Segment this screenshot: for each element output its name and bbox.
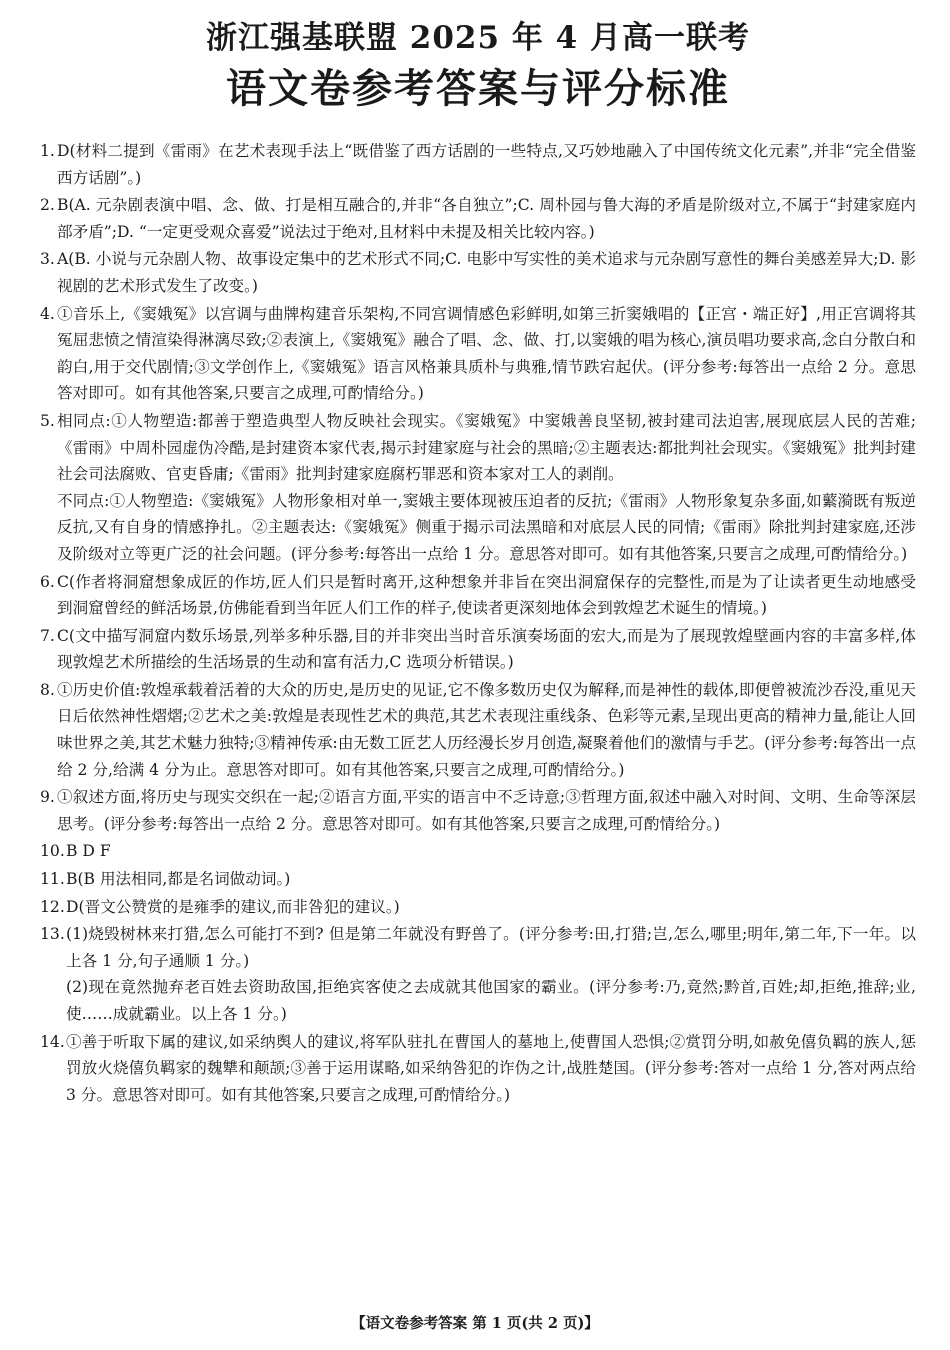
answer-text: 不同点:①人物塑造:《窦娥冤》人物形象相对单一,窦娥主要体现被压迫者的反抗;《雷雨》人物形象复杂多面,如蘩漪既有叛逆反抗,又有自身的情感挣扎。②主题表达:《窦娥冤》侧重于揭示司法黑暗和对底层人民的同情;《雷雨》除批判封建家庭,还涉及阶级对立等更广泛的社会问题。(评分参考:每答出一点给 1 分。意思答对即可。如有其他答案,只要言之成理,可酌情给分。)	[57, 491, 916, 563]
answer-item	[40, 246, 916, 299]
document-subtitle: 语文卷参考答案与评分标准	[226, 65, 730, 112]
answer-text: (1)烧毁树林来打猎,怎么可能打不到? 但是第二年就没有野兽了。(评分参考:田,打猎;岂,怎么,哪里;明年,第二年,下一年。以上各 1 分,句子通顺 1 分。)	[66, 925, 916, 970]
question-number: 5.	[40, 411, 55, 430]
answer-item	[40, 301, 916, 407]
question-number: 2.	[40, 196, 55, 215]
question-number: 10.	[40, 842, 65, 861]
answer-item	[40, 623, 916, 676]
answer-text: B D F	[66, 842, 111, 861]
answer-item	[40, 192, 916, 245]
answer-text: B(A. 元杂剧表演中唱、念、做、打是相互融合的,并非“各自独立”;C. 周朴园与鲁大海的矛盾是阶级对立,不属于“封建家庭内部矛盾”;D. “一定更受观众喜爱”说法过于绝对,且材料中未提及相关比较内容。)	[57, 196, 916, 241]
question-number: 6.	[40, 572, 55, 591]
question-number: 8.	[40, 680, 55, 699]
answer-item	[40, 408, 916, 568]
question-number: 12.	[40, 897, 65, 916]
answer-item	[40, 838, 916, 865]
question-number: 13.	[40, 925, 65, 944]
question-number: 4.	[40, 304, 55, 323]
answer-text: B(B 用法相同,都是名词做动词。)	[66, 870, 291, 889]
answer-text: C(文中描写洞窟内数乐场景,列举多种乐器,目的并非突出当时音乐演奏场面的宏大,而是为了展现敦煌壁画内容的丰富多样,体现敦煌艺术所描绘的生活场景的生动和富有活力,C 选项分析错误。)	[57, 626, 916, 672]
answer-item	[40, 866, 916, 893]
document-header	[40, 18, 916, 116]
question-number: 1.	[40, 142, 55, 160]
answer-item	[40, 921, 916, 1027]
answer-text: ①叙述方面,将历史与现实交织在一起;②语言方面,平实的语言中不乏诗意;③哲理方面,叙述中融入对时间、文明、生命等深层思考。(评分参考:每答出一点给 2 分。意思答对即可。如有其他答案,只要言之成理,可酌情给分。)	[57, 788, 916, 833]
answer-text: A(B. 小说与元杂剧人物、故事设定集中的艺术形式不同;C. 电影中写实性的美术追求与元杂剧写意性的舞台美感差异大;D. 影视剧的艺术形式发生了改变。)	[57, 250, 916, 295]
answer-text: ①善于听取下属的建议,如采纳舆人的建议,将军队驻扎在曹国人的墓地上,使曹国人恐惧;②赏罚分明,如赦免僖负羁的族人,惩罚放火烧僖负羁家的魏犨和颠颉;③善于运用谋略,如采纳咎犯的诈伪之计,战胜楚国。(评分参考:答对一点给 1 分,答对两点给 3 分。意思答对即可。如有其他答案,只要言之成理,可酌情给分。)	[66, 1032, 916, 1104]
exam-title: 浙江强基联盟 2025 年 4 月高一联考	[205, 20, 751, 56]
answer-item	[40, 569, 916, 622]
answer-item	[40, 1029, 916, 1109]
answer-text: D(材料二提到《雷雨》在艺术表现手法上“既借鉴了西方话剧的一些特点,又巧妙地融入了中国传统文化元素”,并非“完全借鉴西方话剧”。)	[57, 142, 916, 187]
question-number: 3.	[40, 250, 55, 269]
answer-list	[40, 138, 916, 1108]
answer-text: (2)现在竟然抛弃老百姓去资助敌国,拒绝宾客使之去成就其他国家的霸业。(评分参考:乃,竟然;黔首,百姓;却,拒绝,推辞;业,使……成就霸业。以上各 1 分。)	[66, 978, 916, 1023]
question-number: 14.	[40, 1032, 65, 1051]
answer-text: D(晋文公赞赏的是雍季的建议,而非咎犯的建议。)	[66, 897, 400, 916]
answer-text: ①音乐上,《窦娥冤》以宫调与曲牌构建音乐架构,不同宫调情感色彩鲜明,如第三折窦娥唱的【正宫・端正好】,用正宫调将其冤屈悲愤之情渲染得淋漓尽致;②表演上,《窦娥冤》融合了唱、念、做、打,以窦娥的唱为核心,演员唱功要求高,念白分散白和韵白,用于交代剧情;③文学创作上,《窦娥冤》语言风格兼具质朴与典雅,情节跌宕起伏。(评分参考:每答出一点给 2 分。意思答对即可。如有其他答案,只要言之成理,可酌情给分。)	[57, 304, 916, 403]
answer-item	[40, 677, 916, 783]
page-footer: 【语文卷参考答案 第 1 页(共 2 页)】	[351, 1315, 599, 1332]
answer-text: C(作者将洞窟想象成匠的作坊,匠人们只是暂时离开,这种想象并非旨在突出洞窟保存的完整性,而是为了让读者更生动地感受到洞窟曾经的鲜活场景,仿佛能看到当年匠人们工作的样子,使读者更深刻地体会到敦煌艺术诞生的情境。)	[57, 572, 916, 618]
question-number: 7.	[40, 626, 55, 645]
question-number: 11.	[40, 870, 65, 889]
question-number: 9.	[40, 788, 55, 807]
answer-text: ①历史价值:敦煌承载着活着的大众的历史,是历史的见证,它不像多数历史仅为解释,而是神性的载体,即便曾被流沙吞没,重见天日后依然神性熠熠;②艺术之美:敦煌是表现性艺术的典范,其艺术表现注重线条、色彩等元素,呈现出更高的精神力量,能让人回味世界之美,其艺术魅力独特;③精神传承:由无数工匠艺人历经漫长岁月创造,凝聚着他们的激情与手艺。(评分参考:每答出一点给 2 分,给满 4 分为止。意思答对即可。如有其他答案,只要言之成理,可酌情给分。)	[57, 680, 916, 779]
answer-item	[40, 138, 916, 191]
answer-item	[40, 784, 916, 837]
answer-text: 相同点:①人物塑造:都善于塑造典型人物反映社会现实。《窦娥冤》中窦娥善良坚韧,被封建司法迫害,展现底层人民的苦难;《雷雨》中周朴园虚伪冷酷,是封建资本家代表,揭示封建家庭与社会的黑暗;②主题表达:都批判社会现实。《窦娥冤》批判封建社会司法腐败、官吏昏庸;《雷雨》批判封建家庭腐朽罪恶和资本家对工人的剥削。	[57, 411, 916, 484]
answer-item	[40, 894, 916, 921]
